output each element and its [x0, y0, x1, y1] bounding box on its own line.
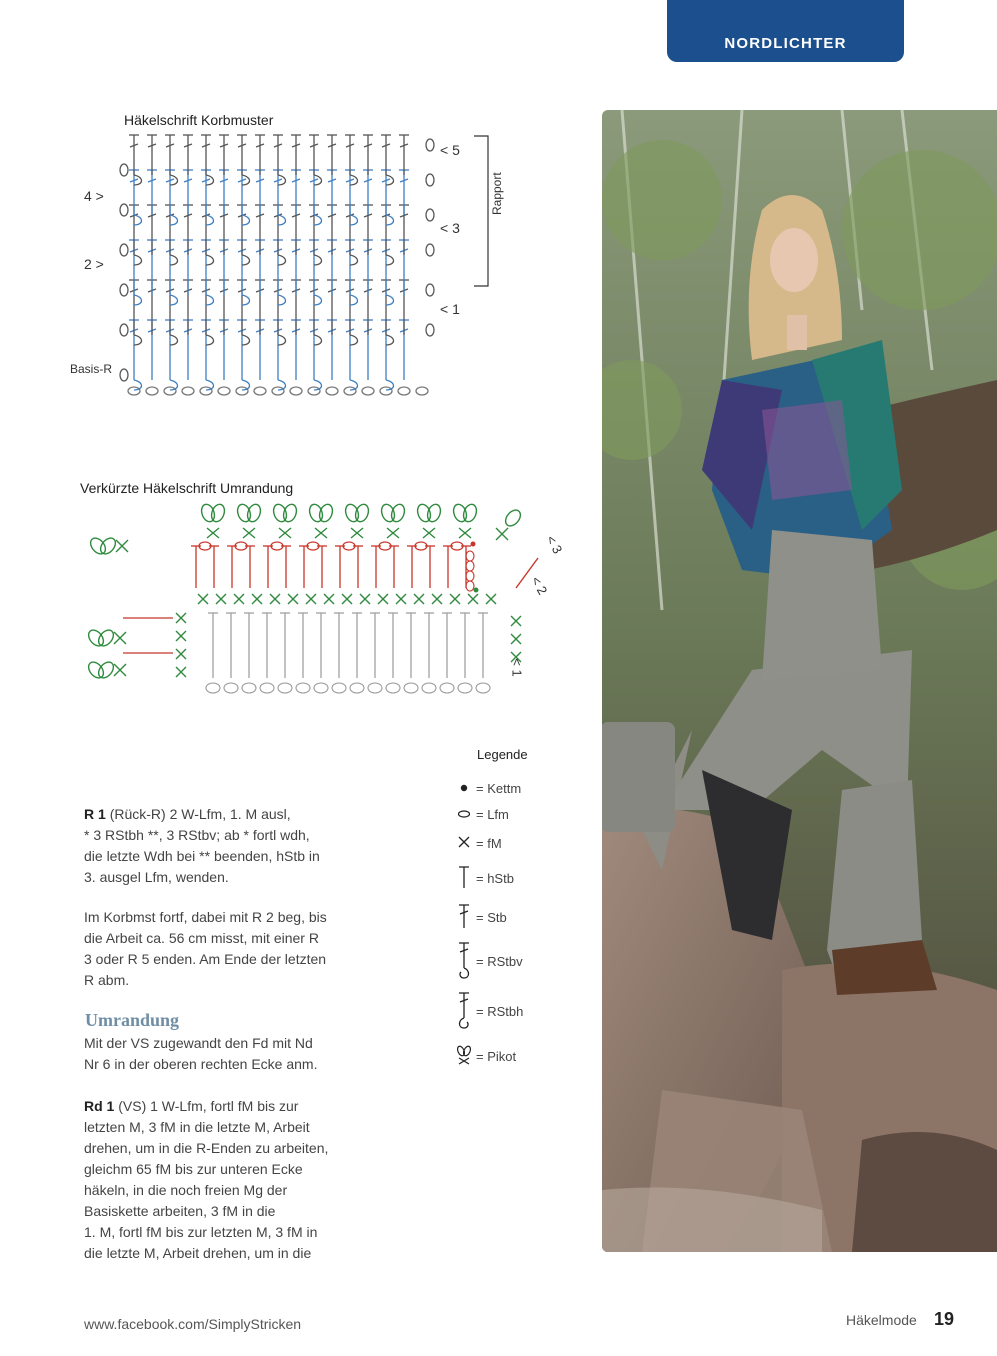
dot-icon — [452, 781, 476, 796]
basis-label: Basis-R — [70, 362, 113, 376]
half-double-stitch-icon — [452, 864, 476, 893]
r1-label: R 1 — [84, 806, 106, 822]
rd1-line: gleichm 65 fM bis zur unteren Ecke — [84, 1161, 303, 1177]
legend-item-stb — [452, 898, 523, 936]
legend-item-hstb — [452, 858, 523, 898]
model-photo — [602, 110, 997, 1252]
legend-item-pikot — [452, 1036, 523, 1076]
chain-oval-icon — [452, 807, 476, 822]
text-line: Mit der VS zugewandt den Fd mit Nd — [84, 1035, 313, 1051]
row-label-5: < 5 — [440, 142, 460, 158]
u-row-1: < 1 — [509, 658, 525, 677]
rapport-bracket — [474, 136, 488, 286]
rapport-label: Rapport — [490, 172, 504, 215]
korbmuster-chart — [110, 130, 500, 400]
r1-paragraph — [84, 804, 384, 888]
r1-line: * 3 RStbh **, 3 RStbv; ab * fortl wdh, — [84, 827, 310, 843]
legend-item-rstbh — [452, 986, 523, 1036]
diagram1-title: Häkelschrift Korbmuster — [124, 112, 274, 128]
text-line: R abm. — [84, 972, 130, 988]
legend-item-kettm — [452, 776, 523, 800]
legend-label: = Lfm — [476, 806, 509, 822]
rd1-label: Rd 1 — [84, 1098, 115, 1114]
row-label-4: 4 > — [84, 188, 104, 204]
legend-label: = Stb — [476, 909, 507, 925]
footer-url[interactable]: www.facebook.com/SimplyStricken — [84, 1316, 302, 1332]
r1-line: die letzte Wdh bei ** beenden, hStb in — [84, 848, 320, 864]
umrandung-heading: Umrandung — [85, 1010, 180, 1030]
diagram2-title: Verkürzte Häkelschrift Umrandung — [80, 480, 294, 496]
row-label-2: 2 > — [84, 256, 104, 272]
text-line: Nr 6 in der oberen rechten Ecke anm. — [84, 1056, 318, 1072]
rd1-line: Basiskette arbeiten, 3 fM in die — [84, 1203, 276, 1219]
rd1-line: 1. M, fortl fM bis zur letzten M, 3 fM in — [84, 1224, 318, 1240]
footer-magazine: Häkelmode — [846, 1312, 917, 1328]
text-line: Im Korbmst fortf, dabei mit R 2 beg, bis — [84, 909, 327, 925]
photo-illustration — [602, 110, 997, 1252]
u-row-3: < 3 — [543, 532, 566, 557]
double-stitch-icon — [452, 902, 476, 933]
row-label-3: < 3 — [440, 220, 460, 236]
korbmuster-paragraph — [84, 907, 384, 991]
front-post-stitch-icon — [452, 940, 476, 983]
r1-line: (Rück-R) 2 W-Lfm, 1. M ausl, — [109, 806, 291, 822]
r1-line: 3. ausgel Lfm, wenden. — [84, 869, 229, 885]
cross-icon — [452, 835, 476, 852]
legend-title: Legende — [477, 747, 528, 762]
picot-icon — [452, 1044, 476, 1069]
section-tab — [667, 0, 904, 62]
legend-label: = fM — [476, 835, 502, 851]
text-line: die Arbeit ca. 56 cm misst, mit einer R — [84, 930, 319, 946]
u-row-2: < 2 — [528, 573, 551, 598]
row-label-1: < 1 — [440, 301, 460, 317]
legend-label: = RStbv — [476, 953, 523, 969]
text-line: 3 oder R 5 enden. Am Ende der letzten — [84, 951, 327, 967]
rd1-line: drehen, um in die R-Enden zu arbeiten, — [84, 1140, 329, 1156]
rd1-paragraph — [84, 1096, 384, 1264]
rd1-line: häkeln, in die noch freien Mg der — [84, 1182, 288, 1198]
legend-label: = Kettm — [476, 780, 522, 796]
legend — [452, 776, 523, 1076]
legend-item-lfm — [452, 800, 523, 828]
legend-label: = Pikot — [476, 1048, 517, 1064]
rd1-line: letzten M, 3 fM in die letzte M, Arbeit — [84, 1119, 310, 1135]
page-number: 19 — [934, 1309, 955, 1329]
section-label: NORDLICHTER — [724, 35, 847, 52]
back-post-stitch-icon — [452, 990, 476, 1033]
rd1-line: die letzte M, Arbeit drehen, um in die — [84, 1245, 312, 1261]
rd1-line: (VS) 1 W-Lfm, fortl fM bis zur — [118, 1098, 299, 1114]
umrandung-chart — [78, 498, 568, 710]
legend-label: = RStbh — [476, 1003, 524, 1019]
legend-item-fm — [452, 828, 523, 858]
umrandung-paragraph — [84, 1033, 384, 1075]
legend-label: = hStb — [476, 870, 514, 886]
legend-item-rstbv — [452, 936, 523, 986]
